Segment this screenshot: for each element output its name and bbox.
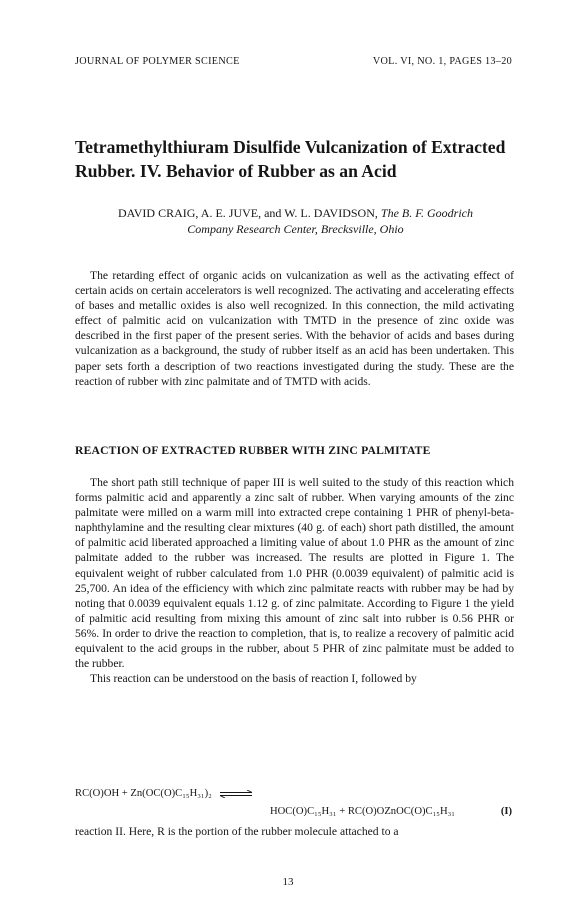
author-block bbox=[75, 205, 516, 237]
abstract-paragraph: The retarding effect of organic acids on vulcanization as well as the activating effect of certain acids on certain accelerators is well recognized. The activating and accelerating effects of bases and metallic oxides is also well recognized. In this connection, the mild activating effect of palmitic acid on vulcanization with TMTD in the presence of zinc oxide was described in the first paper of the present series. With the behavior of acids and bases during vulcanization as a background, the study of rubber itself as an acid has been undertaken. This paper sets forth a description of two reactions investigated during the study. These are the reaction of rubber with zinc palmitate and of TMTD with acids. bbox=[75, 269, 514, 388]
equation-label: (I) bbox=[500, 806, 512, 817]
section-paragraph-1: The short path still technique of paper III is well suited to the study of this reaction which forms palmitic acid and apparently a zinc salt of rubber. When varying amounts of the zinc palmitate were milled on a warm mill into extracted crepe containing 1 PHR of phenyl-beta-naphthylamine and the resulting clear mixtures (40 g. of each) short path distilled, the amount of palmitic acid liberated approached a limiting value of about 1.0 PHR as the amount of zinc palmitate added to the rubber was increased. The results are plotted in Figure 1. The equivalent weight of rubber calculated from 1.0 PHR (0.0039 equivalent) of palmitic acid is 25,700. An idea of the efficiency with which zinc palmitate reacts with rubber may be had by noting that 0.0039 equivalent equals 1.12 g. of zinc palmitate. According to Figure 1 the yield of palmitic acid resulting from mixing this amount of zinc salt into rubber is 0.56 PHR or 56%. In order to drive the reaction to completion, that is, to realize a recovery of palmitic acid equivalent to the acid groups in the rubber, about 5 PHR of zinc palmitate must be added to the rubber. bbox=[75, 476, 514, 671]
section-body bbox=[75, 475, 514, 686]
volume-info: VOL. VI, NO. 1, PAGES 13–20 bbox=[372, 56, 512, 67]
equation-rhs-line bbox=[270, 806, 512, 817]
affiliation-part1: The B. F. Goodrich bbox=[380, 206, 473, 220]
journal-name: JOURNAL OF POLYMER SCIENCE bbox=[75, 56, 240, 67]
equilibrium-arrow-icon bbox=[219, 790, 253, 798]
continuation-text: reaction II. Here, R is the portion of the rubber molecule attached to a bbox=[75, 825, 399, 838]
section-paragraph-2: This reaction can be understood on the basis of reaction I, followed by bbox=[90, 672, 417, 686]
page-number: 13 bbox=[282, 876, 294, 888]
equation-rhs: HOC(O)C₁₅H₃₁ + RC(O)OZnOC(O)C₁₅H₃₁ bbox=[270, 806, 456, 817]
running-header bbox=[75, 56, 512, 67]
section-heading: REACTION OF EXTRACTED RUBBER WITH ZINC PALMITATE bbox=[75, 444, 431, 457]
author-names: DAVID CRAIG, A. E. JUVE, and W. L. DAVIDSON, bbox=[117, 206, 378, 220]
equation-lhs: RC(O)OH + Zn(OC(O)C₁₅H₃₁)₂ bbox=[75, 788, 212, 799]
affiliation-part2: Company Research Center, Brecksville, Ohio bbox=[187, 222, 404, 236]
abstract bbox=[75, 268, 514, 389]
article-title: Tetramethylthiuram Disulfide Vulcanization of Extracted Rubber. IV. Behavior of Rubber as an Acid bbox=[75, 137, 506, 181]
equation-lhs-line bbox=[75, 788, 253, 799]
